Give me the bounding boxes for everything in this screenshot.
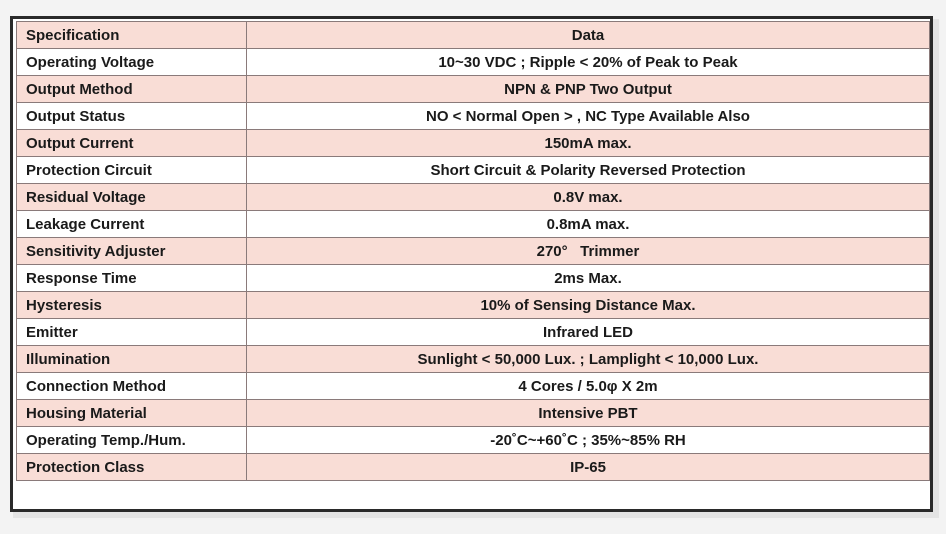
spec-label: Protection Circuit (17, 157, 247, 184)
table-row (17, 427, 930, 454)
spec-value: 10~30 VDC ; Ripple < 20% of Peak to Peak (247, 49, 930, 76)
specification-table (16, 21, 930, 481)
table-header-row (17, 22, 930, 49)
spec-value: Sunlight < 50,000 Lux. ; Lamplight < 10,000 Lux. (247, 346, 930, 373)
spec-label: Illumination (17, 346, 247, 373)
spec-value: -20˚C~+60˚C ; 35%~85% RH (247, 427, 930, 454)
spec-label: Output Current (17, 130, 247, 157)
table-row (17, 454, 930, 481)
table-row (17, 76, 930, 103)
spec-label: Operating Voltage (17, 49, 247, 76)
table-row (17, 49, 930, 76)
spec-label: Output Status (17, 103, 247, 130)
spec-label: Response Time (17, 265, 247, 292)
table-row (17, 319, 930, 346)
table-row (17, 157, 930, 184)
frame-shadow-bottom (13, 512, 939, 518)
spec-label: Output Method (17, 76, 247, 103)
spec-label: Leakage Current (17, 211, 247, 238)
spec-value: Intensive PBT (247, 400, 930, 427)
spec-label: Protection Class (17, 454, 247, 481)
spec-value: 150mA max. (247, 130, 930, 157)
frame-shadow-right (933, 19, 939, 512)
table-row (17, 400, 930, 427)
table-row (17, 265, 930, 292)
spec-value: IP-65 (247, 454, 930, 481)
spec-value: Short Circuit & Polarity Reversed Protection (247, 157, 930, 184)
spec-label: Connection Method (17, 373, 247, 400)
spec-value: Infrared LED (247, 319, 930, 346)
table-row (17, 346, 930, 373)
spec-label: Operating Temp./Hum. (17, 427, 247, 454)
spec-value: 270° Trimmer (247, 238, 930, 265)
table-row (17, 211, 930, 238)
table-row (17, 292, 930, 319)
spec-value: 0.8V max. (247, 184, 930, 211)
spec-label: Sensitivity Adjuster (17, 238, 247, 265)
spec-value: 4 Cores / 5.0φ X 2m (247, 373, 930, 400)
spec-value: 10% of Sensing Distance Max. (247, 292, 930, 319)
spec-value: 0.8mA max. (247, 211, 930, 238)
spec-label: Hysteresis (17, 292, 247, 319)
spec-sheet-frame (10, 16, 933, 512)
spec-value: NPN & PNP Two Output (247, 76, 930, 103)
spec-value: NO < Normal Open > , NC Type Available Also (247, 103, 930, 130)
header-specification: Specification (17, 22, 247, 49)
header-data: Data (247, 22, 930, 49)
spec-label: Emitter (17, 319, 247, 346)
table-row (17, 103, 930, 130)
table-row (17, 130, 930, 157)
spec-label: Housing Material (17, 400, 247, 427)
table-row (17, 238, 930, 265)
table-row (17, 184, 930, 211)
spec-value: 2ms Max. (247, 265, 930, 292)
table-row (17, 373, 930, 400)
spec-label: Residual Voltage (17, 184, 247, 211)
